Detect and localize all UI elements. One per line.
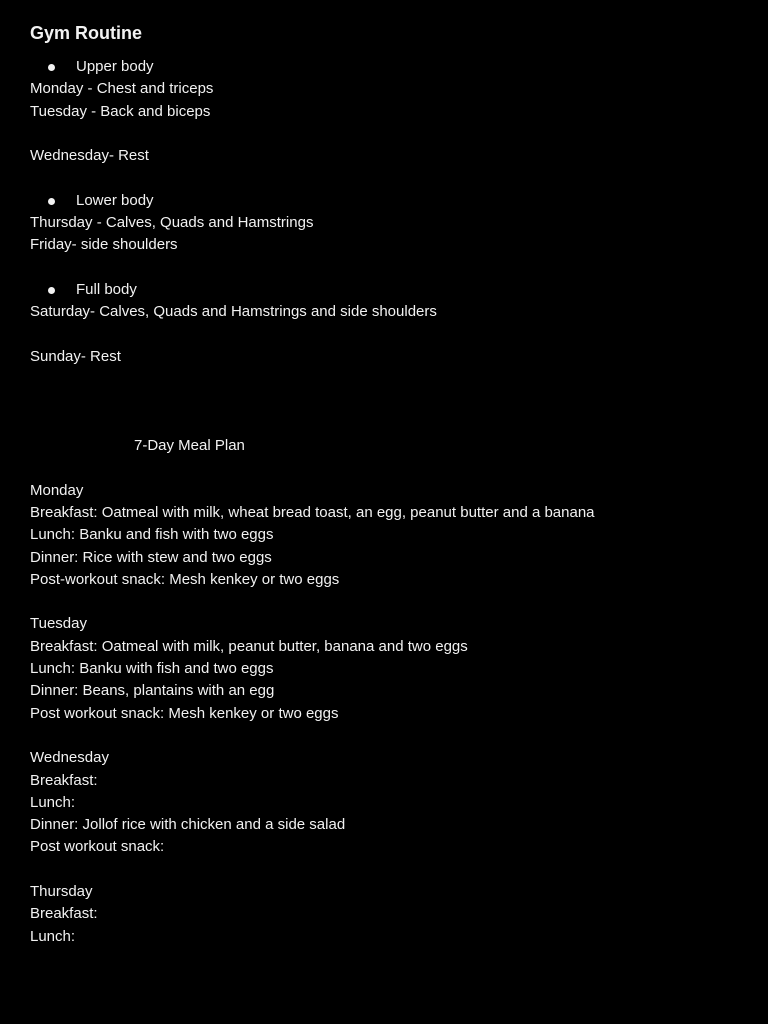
routine-line-tuesday: Tuesday - Back and biceps <box>30 102 211 120</box>
meal-line-lunch: Lunch: Banku and fish with two eggs <box>30 526 274 544</box>
bullet-dot-icon <box>48 287 55 294</box>
meal-day-monday: Monday <box>30 481 84 499</box>
meal-plan-heading: 7-Day Meal Plan <box>134 437 245 455</box>
bullet-dot-icon <box>48 64 55 71</box>
meal-line-dinner: Dinner: Beans, plantains with an egg <box>30 682 275 700</box>
bullet-full-body <box>30 279 750 301</box>
meal-line-snack: Post-workout snack: Mesh kenkey or two eggs <box>30 570 340 588</box>
routine-line-monday: Monday - Chest and triceps <box>30 80 214 98</box>
note-body[interactable] <box>30 21 750 948</box>
meal-line-breakfast: Breakfast: Oatmeal with milk, wheat bread toast, an egg, peanut butter and a banana <box>30 503 595 521</box>
meal-line-snack: Post workout snack: <box>30 838 165 856</box>
meal-line-breakfast: Breakfast: <box>30 771 98 789</box>
routine-line-sunday: Sunday- Rest <box>30 347 121 365</box>
meal-line-breakfast: Breakfast: Oatmeal with milk, peanut butter, banana and two eggs <box>30 637 468 655</box>
bullet-label: Full body <box>76 280 137 298</box>
routine-line-saturday: Saturday- Calves, Quads and Hamstrings and side shoulders <box>30 303 437 321</box>
meal-line-lunch: Lunch: <box>30 793 76 811</box>
routine-line-thursday: Thursday - Calves, Quads and Hamstrings <box>30 214 314 232</box>
meal-day-wednesday: Wednesday <box>30 749 109 767</box>
bullet-label: Upper body <box>76 58 154 75</box>
bullet-upper-body <box>30 56 750 78</box>
meal-line-dinner: Dinner: Rice with stew and two eggs <box>30 548 272 566</box>
meal-day-tuesday: Tuesday <box>30 615 87 633</box>
bullet-label: Lower body <box>76 191 154 209</box>
bullet-dot-icon <box>48 198 55 205</box>
note-title: Gym Routine <box>30 23 143 43</box>
routine-line-friday: Friday- side shoulders <box>30 236 178 254</box>
meal-day-thursday: Thursday <box>30 882 93 900</box>
routine-line-wednesday: Wednesday- Rest <box>30 147 149 165</box>
meal-line-breakfast: Breakfast: <box>30 905 98 923</box>
meal-line-snack: Post workout snack: Mesh kenkey or two eggs <box>30 704 339 722</box>
meal-line-lunch: Lunch: Banku with fish and two eggs <box>30 660 274 678</box>
meal-line-dinner: Dinner: Jollof rice with chicken and a side salad <box>30 816 346 834</box>
bullet-lower-body <box>30 190 750 212</box>
meal-line-lunch: Lunch: <box>30 927 76 945</box>
